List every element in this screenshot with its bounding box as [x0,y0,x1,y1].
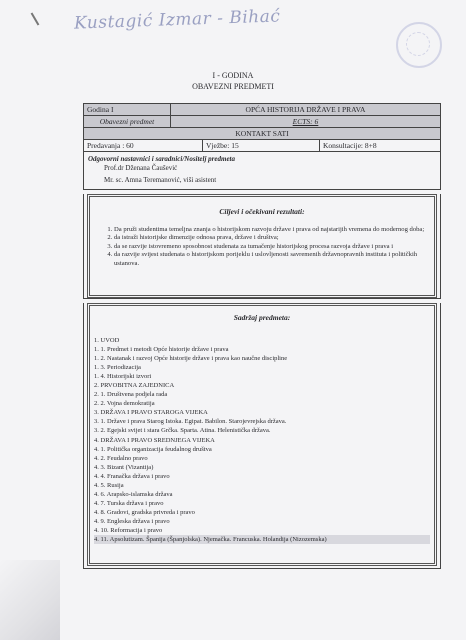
content-title: Sadržaj predmeta: [233,313,291,322]
goal-item: 4. da razvije svijest studenata o historijskom porijeklu i uslovljenosti savremenih državnopravnih instituta i političkih ustanova. [114,251,428,268]
content-item: 4. 1. Politička organizacija feudalnog društva [94,445,212,453]
exercise-hours: Vježbe: 15 [202,140,319,151]
content-item: 4. 5. Rusija [94,481,124,489]
consultation-hours: Konsultacije: 8+8 [319,140,440,151]
content-item: 4. 2. Feudalno pravo [94,454,148,462]
lectures-hours: Predavanja : 60 [87,141,134,150]
content-item: 4. 6. Arapsko-islamska država [94,490,173,498]
goals-list [96,226,428,268]
content-item: 1. 2. Nastanak i razvoj Opće historije države i prava kao naučne discipline [94,355,288,363]
content-item: 4. 10. Reformacija i pravo [94,526,163,534]
teachers-box [83,152,441,190]
page-shadow [0,560,60,640]
content-item: 3. 1. Države i prava Starog Istoka. Egipat. Babilon. Starojevrejska država. [94,418,287,426]
pen-mark [31,12,40,25]
section-subtitle: OBAVEZNI PREDMETI [192,82,274,91]
year-heading: I - GODINA [212,71,254,80]
content-item: 4. 4. Franačka država i pravo [94,472,170,480]
content-item: 2. 2. Vojna demokratija [94,400,155,408]
content-item: 1. 4. Historijski izvori [94,373,152,381]
goal-item: 2. da istraži historijske dimenzije odnosa prava, države i društva; [114,234,428,242]
goal-item: 3. da se razvije istovremeno sposobnost studenata za tumačenje historijskog procesa razvoja države i prava i [114,243,428,251]
content-item: 4. 3. Bizant (Vizantija) [94,463,154,471]
content-item: 4. 8. Gradovi, gradska privreda i pravo [94,508,195,516]
content-frame [87,303,437,566]
ects-value: ECTS: 6 [170,116,440,127]
row-hours [83,140,441,152]
content-item: 4. DRŽAVA I PRAVO SREDNJEGA VIJEKA [94,436,215,444]
goals-title: Ciljevi i očekivani rezultati: [219,207,305,216]
content-item: 1. 1. Predmet i metodi Opće historije države i prava [94,346,229,354]
content-item: 4. 7. Turska država i pravo [94,499,164,507]
year-label: Godina I [84,104,170,115]
course-table [83,103,441,569]
content-item: 3. DRŽAVA I PRAVO STAROGA VIJEKA [94,409,208,417]
content-item: 4. 11. Apsolutizam. Španija (Španjolska). Njemačka. Francuska. Holandija (Nizozemska) [94,535,430,544]
handwritten-note: Kustagić Izmar - Bihać [73,6,281,34]
content-item: 2. 1. Društvena podjela rada [94,391,168,399]
stamp-seal [396,22,442,68]
goals-section [83,194,441,299]
teacher-name: Prof.dr Dženana Čaušević [104,164,178,172]
course-type: Obavezni predmet [84,116,170,127]
goal-item: 1. Da pruži studentima temeljna znanja o historijskom razvoju države i prava od najstarijih vremena do modernog doba; [114,226,428,234]
content-item: 3. 2. Egejski svijet i stara Grčka. Sparta. Atina. Helenistička država. [94,427,271,435]
content-item: 2. PRVOBITNA ZAJEDNICA [94,382,175,390]
content-item: 1. UVOD [94,337,120,344]
teacher-name: Mr. sc. Amna Teremanović, viši asistent [104,176,217,184]
content-item: 4. 9. Engleska država i pravo [94,517,170,525]
goals-frame [87,194,437,298]
row-type [83,116,441,128]
row-title [83,103,441,116]
row-contact-hours [83,128,441,140]
content-item: 1. 3. Periodizacija [94,364,141,372]
content-section [83,303,441,569]
contact-hours-label: KONTAKT SATI [235,129,289,138]
course-title: OPĆA HISTORIJA DRŽAVE I PRAVA [170,104,440,115]
teachers-label: Odgovorni nastavnici i saradnici/Nositelj predmeta [88,155,236,163]
